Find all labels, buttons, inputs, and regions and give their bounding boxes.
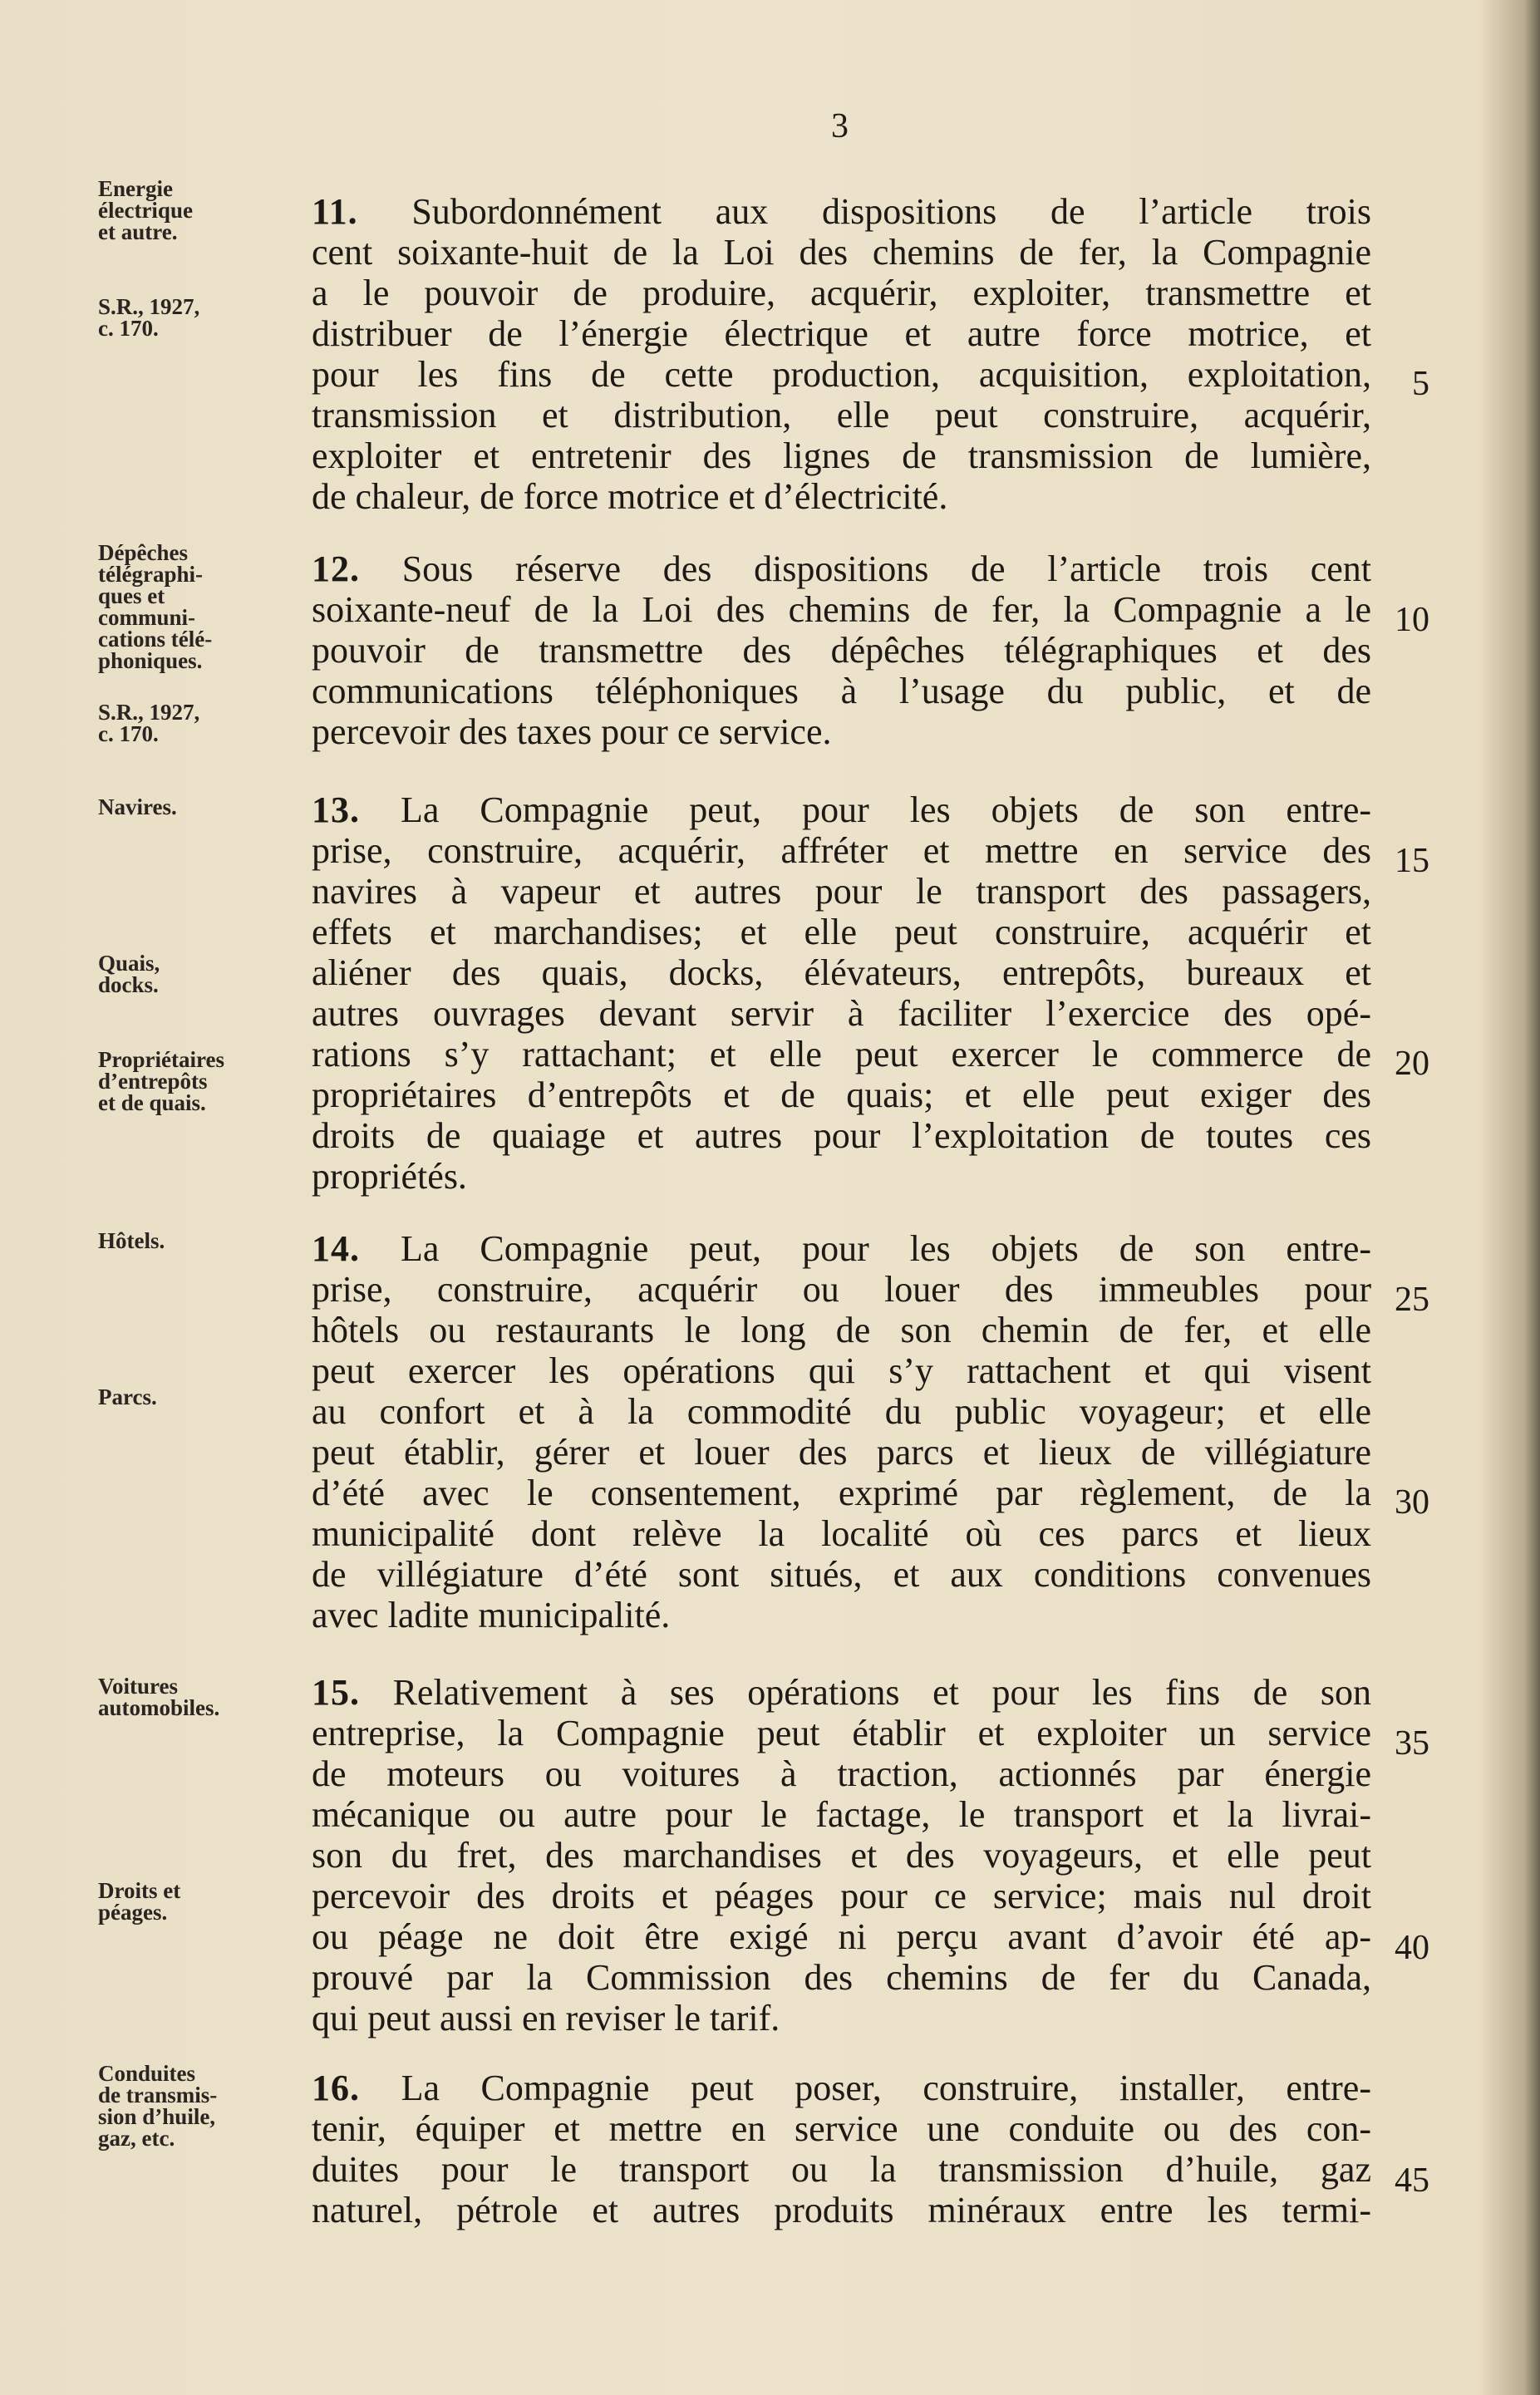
section-number: 15. (312, 1672, 360, 1713)
line-number: 30 (1395, 1483, 1429, 1522)
margin-note-navires: Navires. (98, 794, 177, 819)
page-number: 3 (831, 107, 849, 145)
margin-note-parcs: Parcs. (98, 1384, 157, 1409)
margin-note-proprietaires: Propriétaires d’entrepôts et de quais. (98, 1047, 224, 1115)
line-number: 10 (1395, 601, 1429, 639)
section-number: 11. (312, 191, 358, 232)
margin-note-energie: Energie électrique et autre. (98, 176, 193, 244)
section-number: 14. (312, 1228, 360, 1269)
margin-note-sr-1927-b: S.R., 1927, c. 170. (98, 700, 200, 746)
section-15: 15. Relativement à ses opérations et pour les fins de son entreprise, la Compagnie peut établir et exploiter un service de moteurs ou voitures à traction, actionnés par énergie mécanique ou autre pour le factage, le transport et la livrai- son du fret, des marchandises et des voyageurs, et elle peut percevoir des droits et péages pour ce service; mais nul droit ou péage ne doit être exigé ni perçu avant d’avoir été ap- prouvé par la Commission des chemins de fer du Canada, qui peut aussi en reviser le tarif. (312, 1672, 1371, 2038)
margin-note-conduites: Conduites de transmis- sion d’huile, gaz, etc. (98, 2061, 218, 2151)
line-number: 35 (1395, 1724, 1429, 1763)
margin-note-quais: Quais, docks. (98, 951, 160, 997)
section-11: 11. Subordonnément aux dispositions de l’article trois cent soixante-huit de la Loi des chemins de fer, la Compagnie a le pouvoir de produire, acquérir, exploiter, transmettre et distribuer de l’énergie électrique et autre force motrice, et pour les fins de cette production, acquisition, exploitation, transmission et distribution, elle peut construire, acquérir, exploiter et entretenir des lignes de transmission de lumière, de chaleur, de force motrice et d’électricité. (312, 191, 1371, 517)
section-16: 16. La Compagnie peut poser, construire, installer, entre- tenir, équiper et mettre en service une conduite ou des con- duites pour le transport ou la transmission d’huile, gaz naturel, pétrole et autres produits minéraux entre les termi- (312, 2068, 1371, 2230)
margin-note-sr-1927: S.R., 1927, c. 170. (98, 294, 200, 341)
section-14: 14. La Compagnie peut, pour les objets de son entre- prise, construire, acquérir ou louer des immeubles pour hôtels ou restaurants le long de son chemin de fer, et elle peut exercer les opérations qui s’y rattachent et qui visent au confort et à la commodité du public voyageur; et elle peut établir, gérer et louer des parcs et lieux de villégiature d’été avec le consentement, exprimé par règlement, de la municipalité dont relève la localité où ces parcs et lieux de villégiature d’été sont situés, et aux conditions convenues avec ladite municipalité. (312, 1228, 1371, 1635)
margin-note-hotels: Hôtels. (98, 1228, 165, 1253)
margin-note-voitures: Voitures automobiles. (98, 1674, 220, 1720)
section-number: 12. (312, 548, 360, 589)
line-number: 5 (1412, 365, 1429, 403)
line-number: 40 (1395, 1929, 1429, 1967)
line-number: 45 (1395, 2161, 1429, 2200)
line-number: 20 (1395, 1045, 1429, 1083)
section-number: 13. (312, 789, 360, 830)
margin-note-depeches: Dépêches télégraphi- ques et communi- cations télé- phoniques. (98, 540, 213, 673)
section-number: 16. (312, 2068, 360, 2108)
margin-note-droits: Droits et péages. (98, 1878, 181, 1925)
line-number: 25 (1395, 1281, 1429, 1319)
section-12: 12. Sous réserve des dispositions de l’article trois cent soixante-neuf de la Loi des chemins de fer, la Compagnie a le pouvoir de transmettre des dépêches télégraphiques et des communications téléphoniques à l’usage du public, et de percevoir des taxes pour ce service. (312, 548, 1371, 752)
line-number: 15 (1395, 842, 1429, 880)
section-13: 13. La Compagnie peut, pour les objets de son entre- prise, construire, acquérir, affréter et mettre en service des navires à vapeur et autres pour le transport des passagers, effets et marchandises; et elle peut construire, acquérir et aliéner des quais, docks, élévateurs, entrepôts, bureaux et autres ouvrages devant servir à faciliter l’exercice des opé- rations s’y rattachant; et elle peut exercer le commerce de propriétaires d’entrepôts et de quais; et elle peut exiger des droits de quaiage et autres pour l’exploitation de toutes ces propriétés. (312, 789, 1371, 1197)
